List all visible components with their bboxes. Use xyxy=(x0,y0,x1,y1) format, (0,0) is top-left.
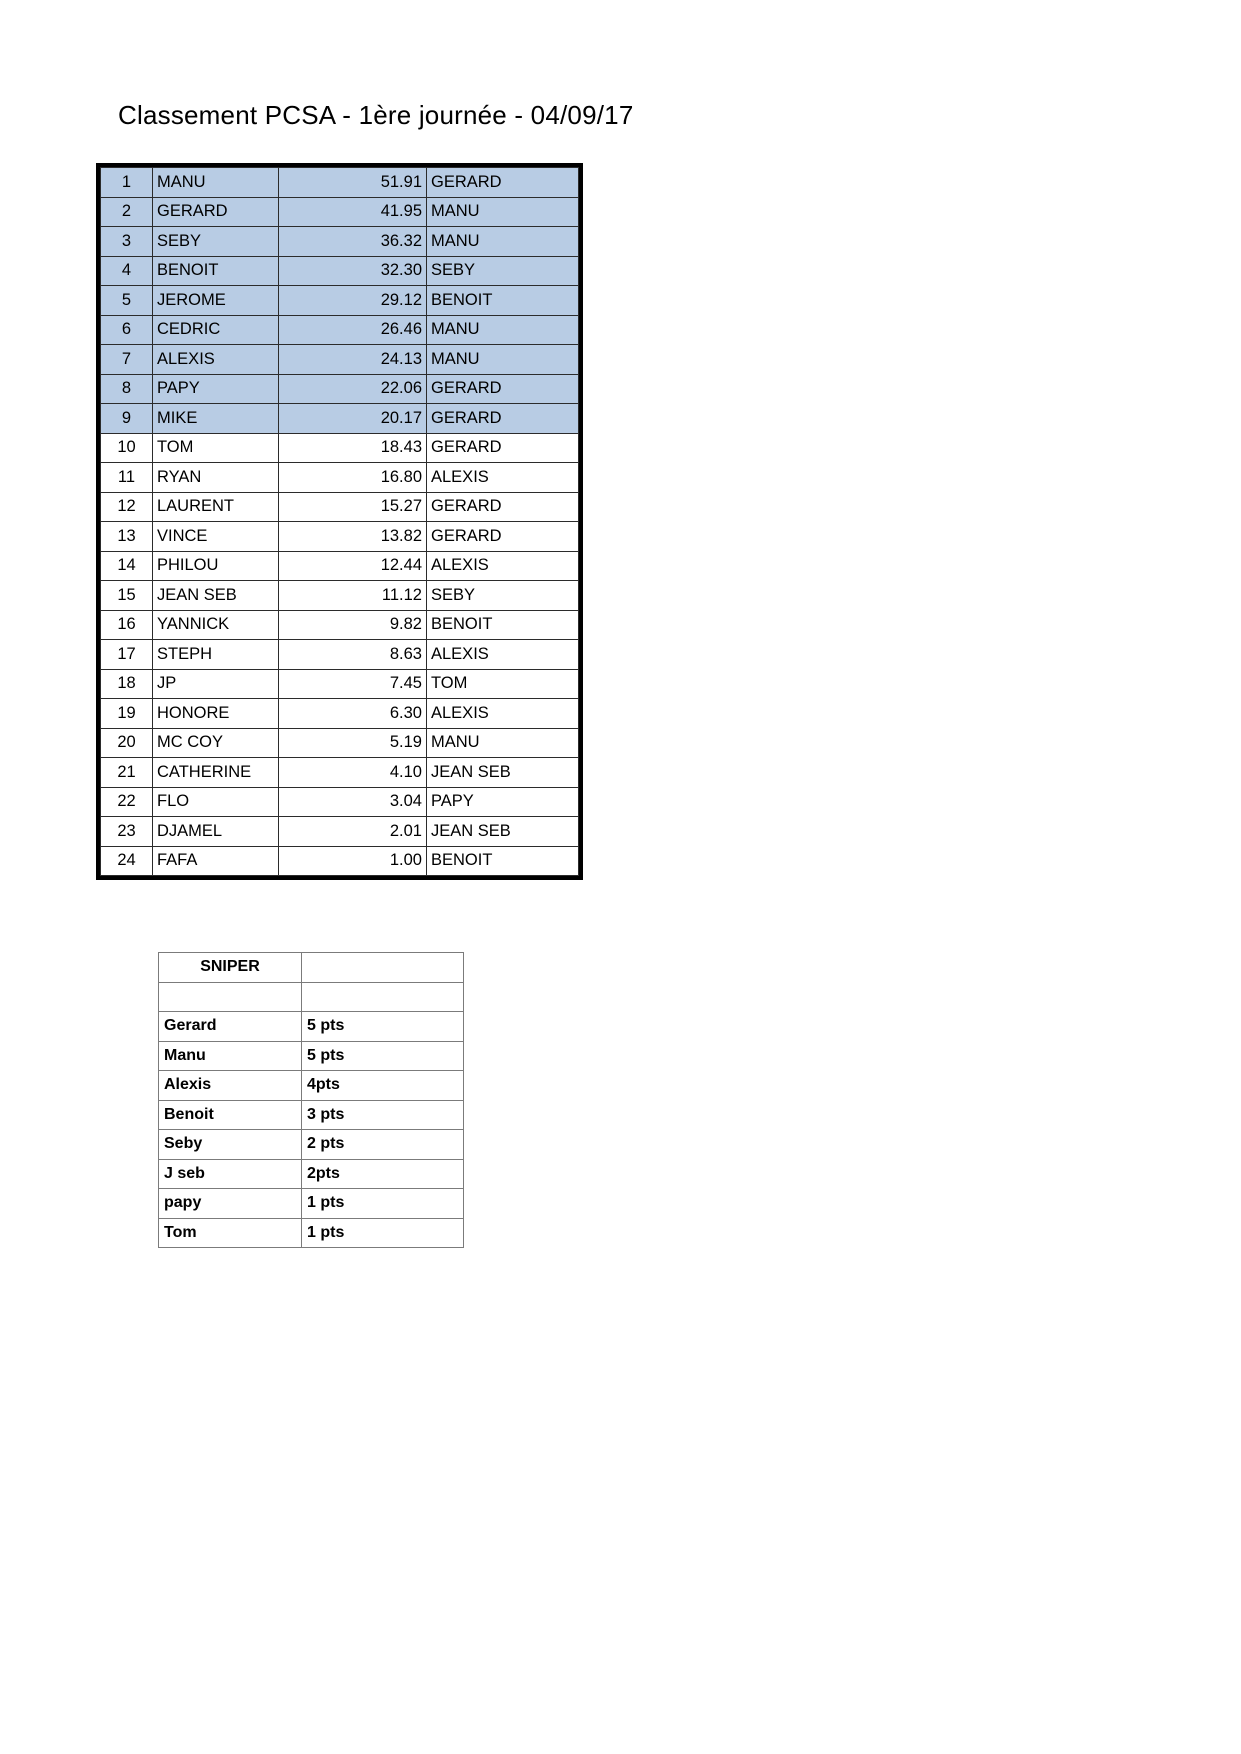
score-cell: 29.12 xyxy=(279,286,427,316)
table-row xyxy=(101,728,579,758)
sniper-name-cell: BENOIT xyxy=(427,286,579,316)
ranking-table-container xyxy=(96,163,583,880)
table-row xyxy=(101,345,579,375)
table-row xyxy=(101,286,579,316)
player-name-cell: HONORE xyxy=(153,699,279,729)
sniper-points: 5 pts xyxy=(302,1041,464,1071)
sniper-name-cell: GERARD xyxy=(427,374,579,404)
table-row xyxy=(101,168,579,198)
sniper-points: 1 pts xyxy=(302,1189,464,1219)
sniper-row xyxy=(159,1189,464,1219)
sniper-name-cell: SEBY xyxy=(427,256,579,286)
sniper-name-cell: MANU xyxy=(427,345,579,375)
table-row xyxy=(101,610,579,640)
player-name-cell: MC COY xyxy=(153,728,279,758)
sniper-points: 1 pts xyxy=(302,1218,464,1248)
sniper-row xyxy=(159,1071,464,1101)
table-row xyxy=(101,758,579,788)
score-cell: 32.30 xyxy=(279,256,427,286)
sniper-name-cell: MANU xyxy=(427,728,579,758)
player-name-cell: PHILOU xyxy=(153,551,279,581)
sniper-row xyxy=(159,1041,464,1071)
rank-cell: 12 xyxy=(101,492,153,522)
sniper-player-name: Gerard xyxy=(159,1012,302,1042)
table-row xyxy=(101,846,579,876)
sniper-name-cell: GERARD xyxy=(427,404,579,434)
player-name-cell: STEPH xyxy=(153,640,279,670)
rank-cell: 2 xyxy=(101,197,153,227)
rank-cell: 11 xyxy=(101,463,153,493)
sniper-name-cell: ALEXIS xyxy=(427,463,579,493)
player-name-cell: JEAN SEB xyxy=(153,581,279,611)
rank-cell: 6 xyxy=(101,315,153,345)
score-cell: 2.01 xyxy=(279,817,427,847)
sniper-points: 2pts xyxy=(302,1159,464,1189)
player-name-cell: CEDRIC xyxy=(153,315,279,345)
player-name-cell: CATHERINE xyxy=(153,758,279,788)
sniper-name-cell: BENOIT xyxy=(427,610,579,640)
sniper-player-name: Benoit xyxy=(159,1100,302,1130)
rank-cell: 16 xyxy=(101,610,153,640)
table-row xyxy=(101,522,579,552)
score-cell: 13.82 xyxy=(279,522,427,552)
sniper-points: 4pts xyxy=(302,1071,464,1101)
sniper-blank-points-cell xyxy=(302,982,464,1012)
score-cell: 36.32 xyxy=(279,227,427,257)
rank-cell: 17 xyxy=(101,640,153,670)
score-cell: 16.80 xyxy=(279,463,427,493)
sniper-player-name: Seby xyxy=(159,1130,302,1160)
table-row xyxy=(101,463,579,493)
sniper-player-name: J seb xyxy=(159,1159,302,1189)
rank-cell: 15 xyxy=(101,581,153,611)
player-name-cell: PAPY xyxy=(153,374,279,404)
sniper-name-cell: GERARD xyxy=(427,492,579,522)
rank-cell: 13 xyxy=(101,522,153,552)
table-row xyxy=(101,669,579,699)
sniper-header-row xyxy=(159,953,464,983)
player-name-cell: JEROME xyxy=(153,286,279,316)
sniper-player-name: Tom xyxy=(159,1218,302,1248)
player-name-cell: LAURENT xyxy=(153,492,279,522)
sniper-row xyxy=(159,1159,464,1189)
sniper-name-cell: ALEXIS xyxy=(427,551,579,581)
ranking-table xyxy=(100,167,579,876)
sniper-row xyxy=(159,1012,464,1042)
rank-cell: 20 xyxy=(101,728,153,758)
rank-cell: 19 xyxy=(101,699,153,729)
sniper-points: 5 pts xyxy=(302,1012,464,1042)
rank-cell: 22 xyxy=(101,787,153,817)
rank-cell: 4 xyxy=(101,256,153,286)
table-row xyxy=(101,699,579,729)
rank-cell: 8 xyxy=(101,374,153,404)
score-cell: 7.45 xyxy=(279,669,427,699)
table-row xyxy=(101,315,579,345)
score-cell: 20.17 xyxy=(279,404,427,434)
table-row xyxy=(101,197,579,227)
player-name-cell: ALEXIS xyxy=(153,345,279,375)
sniper-header-title: SNIPER xyxy=(159,953,302,983)
rank-cell: 18 xyxy=(101,669,153,699)
sniper-name-cell: JEAN SEB xyxy=(427,758,579,788)
sniper-name-cell: GERARD xyxy=(427,433,579,463)
rank-cell: 1 xyxy=(101,168,153,198)
sniper-name-cell: MANU xyxy=(427,227,579,257)
sniper-row xyxy=(159,1100,464,1130)
sniper-name-cell: GERARD xyxy=(427,168,579,198)
table-row xyxy=(101,227,579,257)
score-cell: 51.91 xyxy=(279,168,427,198)
rank-cell: 23 xyxy=(101,817,153,847)
score-cell: 41.95 xyxy=(279,197,427,227)
table-row xyxy=(101,374,579,404)
score-cell: 1.00 xyxy=(279,846,427,876)
sniper-table xyxy=(158,952,464,1248)
sniper-name-cell: GERARD xyxy=(427,522,579,552)
player-name-cell: DJAMEL xyxy=(153,817,279,847)
sniper-name-cell: ALEXIS xyxy=(427,640,579,670)
sniper-name-cell: JEAN SEB xyxy=(427,817,579,847)
score-cell: 22.06 xyxy=(279,374,427,404)
rank-cell: 10 xyxy=(101,433,153,463)
player-name-cell: FAFA xyxy=(153,846,279,876)
score-cell: 4.10 xyxy=(279,758,427,788)
score-cell: 26.46 xyxy=(279,315,427,345)
rank-cell: 5 xyxy=(101,286,153,316)
table-row xyxy=(101,256,579,286)
table-row xyxy=(101,492,579,522)
table-row xyxy=(101,433,579,463)
sniper-blank-row xyxy=(159,982,464,1012)
player-name-cell: JP xyxy=(153,669,279,699)
sniper-name-cell: MANU xyxy=(427,315,579,345)
sniper-name-cell: PAPY xyxy=(427,787,579,817)
score-cell: 9.82 xyxy=(279,610,427,640)
sniper-row xyxy=(159,1218,464,1248)
score-cell: 11.12 xyxy=(279,581,427,611)
sniper-player-name: Manu xyxy=(159,1041,302,1071)
sniper-header-value xyxy=(302,953,464,983)
score-cell: 18.43 xyxy=(279,433,427,463)
player-name-cell: TOM xyxy=(153,433,279,463)
page-title: Classement PCSA - 1ère journée - 04/09/17 xyxy=(118,100,634,130)
sniper-row xyxy=(159,1130,464,1160)
rank-cell: 9 xyxy=(101,404,153,434)
score-cell: 12.44 xyxy=(279,551,427,581)
table-row xyxy=(101,640,579,670)
rank-cell: 14 xyxy=(101,551,153,581)
table-row xyxy=(101,817,579,847)
sniper-player-name: papy xyxy=(159,1189,302,1219)
sniper-table-container xyxy=(158,952,464,1248)
score-cell: 15.27 xyxy=(279,492,427,522)
sniper-points: 3 pts xyxy=(302,1100,464,1130)
player-name-cell: MANU xyxy=(153,168,279,198)
sniper-name-cell: BENOIT xyxy=(427,846,579,876)
sniper-blank-name-cell xyxy=(159,982,302,1012)
table-row xyxy=(101,551,579,581)
sniper-name-cell: MANU xyxy=(427,197,579,227)
sniper-points: 2 pts xyxy=(302,1130,464,1160)
score-cell: 3.04 xyxy=(279,787,427,817)
player-name-cell: RYAN xyxy=(153,463,279,493)
sniper-name-cell: ALEXIS xyxy=(427,699,579,729)
player-name-cell: GERARD xyxy=(153,197,279,227)
rank-cell: 21 xyxy=(101,758,153,788)
table-row xyxy=(101,404,579,434)
score-cell: 6.30 xyxy=(279,699,427,729)
player-name-cell: VINCE xyxy=(153,522,279,552)
rank-cell: 24 xyxy=(101,846,153,876)
player-name-cell: BENOIT xyxy=(153,256,279,286)
player-name-cell: SEBY xyxy=(153,227,279,257)
score-cell: 8.63 xyxy=(279,640,427,670)
score-cell: 24.13 xyxy=(279,345,427,375)
player-name-cell: YANNICK xyxy=(153,610,279,640)
sniper-player-name: Alexis xyxy=(159,1071,302,1101)
player-name-cell: FLO xyxy=(153,787,279,817)
table-row xyxy=(101,787,579,817)
sniper-name-cell: SEBY xyxy=(427,581,579,611)
sniper-name-cell: TOM xyxy=(427,669,579,699)
table-row xyxy=(101,581,579,611)
rank-cell: 7 xyxy=(101,345,153,375)
player-name-cell: MIKE xyxy=(153,404,279,434)
rank-cell: 3 xyxy=(101,227,153,257)
score-cell: 5.19 xyxy=(279,728,427,758)
